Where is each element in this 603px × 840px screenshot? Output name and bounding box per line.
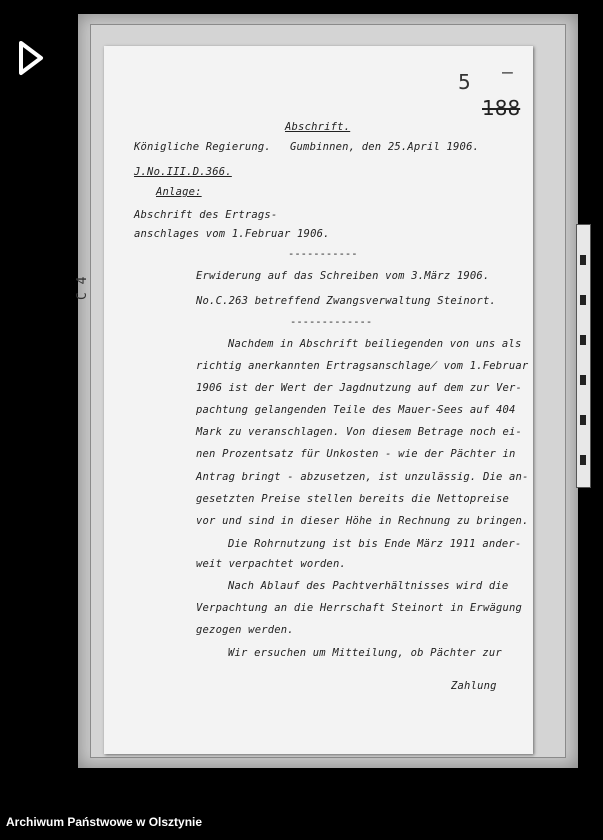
issuing-authority: Königliche Regierung. [134,141,271,153]
page-dash: – [502,62,513,83]
body-line: Die Rohrnutzung ist bis Ende März 1911 ander- [228,538,522,550]
body-line: Mark zu veranschlagen. Von diesem Betrage noch ei- [196,426,523,438]
body-line: Wir ersuchen um Mitteilung, ob Pächter zur [228,647,502,659]
margin-note: C 4 [75,276,90,300]
body-line: gesetzten Preise stellen bereits die Nettopreise [196,493,510,505]
page-number: 5 [458,70,471,94]
body-line: vor und sind in dieser Höhe in Rechnung zu bringen. [196,515,529,527]
subject-line: Erwiderung auf das Schreiben vom 3.März 1906. [196,270,490,282]
body-line: nen Prozentsatz für Unkosten - wie der Pächter in [196,448,516,460]
body-line: Antrag bringt - abzusetzen, ist unzulässig. Die an- [196,471,529,483]
body-line: Nach Ablauf des Pachtverhältnisses wird die [228,580,509,592]
reference-number: J.No.III.D.366. [134,166,232,178]
body-line: gezogen werden. [196,624,294,636]
body-line: 1906 ist der Wert der Jagdnutzung auf dem zur Ver- [196,382,523,394]
catchword: Zahlung [451,680,497,692]
archive-credit: Archiwum Państwowe w Olsztynie [6,815,203,829]
separator: ------------- [290,316,373,328]
attachment-label: Anlage: [156,186,202,198]
place-date: Gumbinnen, den 25.April 1906. [290,141,480,153]
body-line: Nachdem in Abschrift beiliegenden von uns als [228,338,522,350]
body-line: richtig anerkannten Ertragsanschlage̸ vom 1.Februar [196,360,529,372]
separator: ----------- [288,248,358,260]
document-title: Abschrift. [285,121,351,133]
subject-line: No.C.263 betreffend Zwangsverwaltung Steinort. [196,295,496,307]
attachment-line: anschlages vom 1.Februar 1906. [134,228,330,240]
side-tab [576,224,591,488]
attachment-line: Abschrift des Ertrags- [134,209,278,221]
folio-number: 188 [482,96,521,120]
body-line: pachtung gelangenden Teile des Mauer-Sees auf 404 [196,404,516,416]
body-line: weit verpachtet worden. [196,558,346,570]
body-line: Verpachtung an die Herrschaft Steinort in Erwägung [196,602,523,614]
play-icon[interactable] [18,40,44,76]
